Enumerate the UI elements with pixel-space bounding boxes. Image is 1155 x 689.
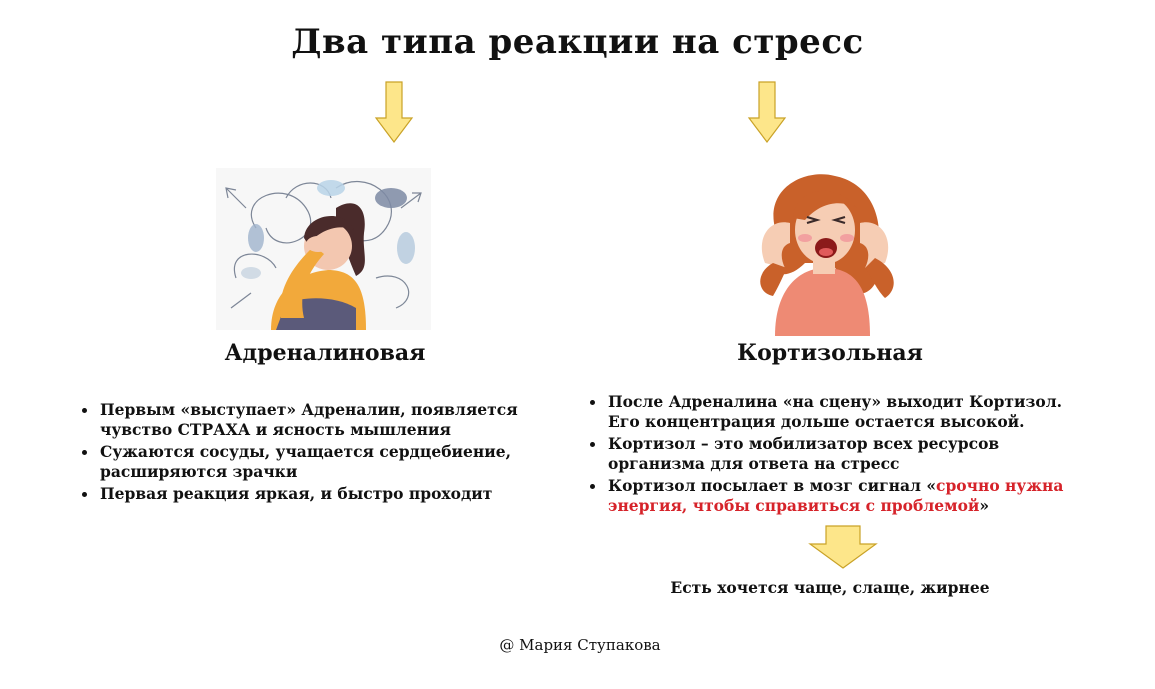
arrow-down-left — [374, 80, 414, 144]
arrow-down-right — [747, 80, 787, 144]
adrenaline-woman-illustration — [216, 168, 431, 330]
adrenaline-list — [78, 400, 540, 506]
list-item — [608, 476, 1078, 516]
list-item: Кортизол – это мобилизатор всех ресурсов организма для ответа на стресс — [608, 434, 1078, 474]
list-item: Первым «выступает» Адреналин, появляется чувство СТРАХА и ясность мышления — [100, 400, 540, 440]
cortisol-list — [586, 392, 1078, 518]
list-item: После Адреналина «на сцену» выходит Кортизол. Его концентрация дольше остается высокой. — [608, 392, 1078, 432]
list-item: Первая реакция яркая, и быстро проходит — [100, 484, 540, 504]
arrow-down-result — [808, 524, 878, 570]
list-item: Сужаются сосуды, учащается сердцебиение, расширяются зрачки — [100, 442, 540, 482]
result-text: Есть хочется чаще, слаще, жирнее — [670, 578, 990, 597]
cortisol-heading: Кортизольная — [737, 340, 923, 366]
author-credit: @ Мария Ступакова — [499, 636, 661, 654]
highlight-text: срочно нужна энергия, чтобы справиться с проблемой — [608, 476, 1064, 515]
adrenaline-heading: Адреналиновая — [224, 340, 426, 366]
page-title: Два типа реакции на стресс — [291, 22, 864, 62]
cortisol-woman-illustration — [745, 168, 915, 336]
item-text: Кортизол посылает в мозг сигнал « — [608, 476, 937, 495]
item-text: » — [979, 496, 990, 515]
